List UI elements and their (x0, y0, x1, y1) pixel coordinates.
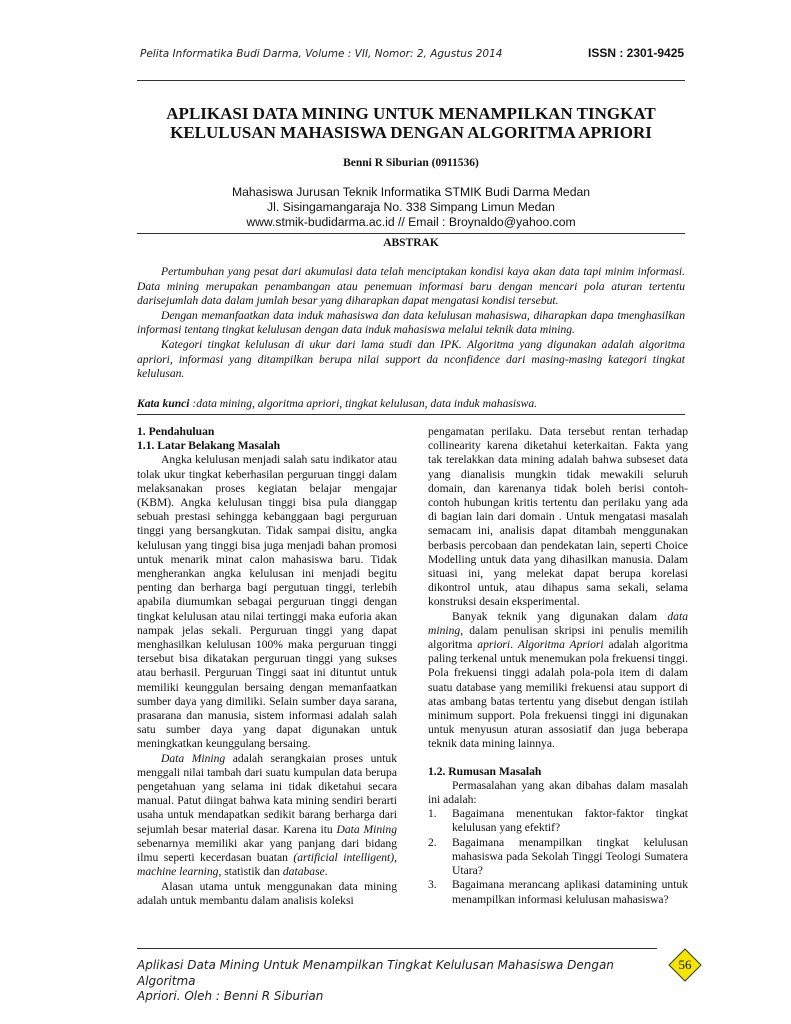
affiliation-line-1: Mahasiswa Jurusan Teknik Informatika STMIK Budi Darma Medan (231, 185, 591, 199)
list-text: Bagaimana merancang aplikasi datamining untuk menampilkan informasi kelulusan mahasiswa? (452, 878, 688, 906)
keywords (137, 397, 685, 410)
paragraph: Permasalahan yang akan dibahas dalam masalah ini adalah: (428, 778, 688, 807)
list-item (428, 807, 688, 835)
list-number: 2. (428, 835, 437, 849)
list-text: Bagaimana menampilkan tingkat kelulusan mahasiswa pada Sekolah Tinggi Teologi Sumatera Utara? (452, 835, 688, 878)
list-text: Bagaimana menentukan faktor-faktor tingkat kelulusan yang efektif? (452, 807, 688, 835)
keywords-label: Kata kunci (137, 397, 190, 410)
text: adalah serangkaian proses untuk menggali nilai tambah dari suatu kumpulan data berupa pengetahuan yang selama ini tidak diketahui secara manual. Patut diingat bahwa kata mining sendiri berarti usaha untuk mendapatkan sedikit barang berharga dari sejumlah besar material dasar. Karena itu (137, 751, 397, 836)
paragraph (137, 752, 397, 880)
abstract-heading: ABSTRAK (383, 237, 439, 249)
abstract-paragraph-2: Dengan memanfaatkan data induk mahasiswa dan data kelulusan mahasiswa, diharapkan dapa tmenghasilkan informasi tentang tingkat kelulusan dengan data induk mahasiswa melalui teknik data mining. (137, 308, 685, 337)
section-heading-introduction: 1. Pendahuluan (137, 425, 215, 438)
paragraph: pengamatan perilaku. Data tersebut rentan terhadap collinearity karena diketahui keterkaitan. Fakta yang tak terelakkan data mining adalah bahwa subseset data yang dianalisis mungkin tidak mewakili seluruh domain, dan karenanya tidak boleh berisi contoh-contoh hubungan kritis tertentu dan perilaku yang ada di bagian lain dari domain . Untuk mengatasi masalah semacam ini, analisis dapat ditambah menggunakan berbasis percobaan dan pendekatan lain, seperti Choice Modelling untuk data yang dihasilkan manusia. Dalam situasi ini, yang melekat dapat berupa korelasi dikontrol untuk, atau dihapus sama sekali, selama konstruksi desain eksperimental. (428, 425, 688, 609)
page-number: 56 (678, 957, 692, 972)
affiliation-line-2: Jl. Sisingamangaraja No. 338 Simpang Limun Medan (267, 200, 555, 214)
emphasis: apriori (477, 638, 511, 652)
emphasis: (artificial intelligent), machine learning (137, 851, 397, 879)
list-item (428, 878, 688, 906)
list-item (428, 836, 688, 879)
text: . (324, 865, 328, 879)
text: . (510, 638, 518, 652)
footer-rule (137, 948, 657, 949)
title-line-2: KELULUSAN MAHASISWA DENGAN ALGORITMA APRIORI (170, 123, 652, 142)
author: Benni R Siburian (0911536) (343, 157, 479, 169)
abstract-paragraph-1: Pertumbuhan yang pesat dari akumulasi data telah menciptakan kondisi kaya akan data tapi minim informasi. Data mining merupakan penambangan atau penemuan informasi baru dengan mencari pola aturan tertentu darisejumlah data dalam jumlah besar yang diharapkan dapat mengatasi kondisi tersebut. (137, 265, 685, 308)
emphasis: database (282, 865, 325, 879)
paragraph: Angka kelulusan menjadi salah satu indikator atau tolak ukur tingkat keberhasilan perguruan tinggi dalam melaksanakan proses kegiatan belajar mengajar (KBM). Angka kelulusan tinggi bisa pula dianggap sebuah prestasi sehingga kebanggaan bagi perguruan tinggi yang bersangkutan. Tidak sampai disitu, angka kelulusan yang tinggi bisa juga menjadi bahan promosi untuk menarik minat calon mahasiswa baru. Tidak mengherankan angka kelulusan ini menjadi begitu penting dan berharga bagi pergutuan tinggi, terlebih apabila diumumkan sebagai perguruan tinggi dengan tingkat kelulusan atau nilai tertinggi maka euforia akan nampak jelas sekali. Perguruan tinggi yang dapat menghasilkan kelulusan 100% maka perguruan tinggi tersebut bisa dikatakan perguruan tinggi yang sukses atau berhasil. Perguruan Tinggi saat ini dituntut untuk memiliki keunggulan bersaing dengan memanfaatkan sumber daya yang dimiliki. Selain sumber daya sarana, prasarana dan manusia, sistem informasi adalah salah satu sumber daya yang dapat digunakan untuk meningkatkan keunggulang bersaing. (137, 453, 397, 751)
emphasis: data mining (428, 609, 688, 637)
issn-label: ISSN : 2301-9425 (588, 46, 685, 60)
footer-line-2: Apriori. Oleh : Benni R Siburian (137, 989, 324, 1003)
list-number: 3. (428, 878, 437, 892)
keywords-rule (137, 414, 685, 415)
keywords-text: :data mining, algoritma apriori, tingkat kelulusan, data induk mahasiswa. (192, 397, 538, 410)
text: , dalam penulisan skripsi ini penulis memilih algoritma (428, 623, 688, 652)
abstract-top-rule (137, 233, 685, 234)
title-line-1: APLIKASI DATA MINING UNTUK MENAMPILKAN TINGKAT (166, 104, 656, 123)
emphasis: Algoritma Apriori (517, 638, 604, 652)
affiliation-line-3: www.stmik-budidarma.ac.id // Email : Broynaldo@yahoo.com (246, 215, 576, 229)
list-number: 1. (428, 807, 437, 821)
text: , statistik dan (218, 865, 283, 879)
text: adalah algoritma paling terkenal untuk menemukan pola frekuensi tinggi. Pola frekuensi tinggi adalah pola-pola item di dalam suatu database yang memiliki frekuensi atau support di atas ambang batas tertentu yang disebut dengan istilah minimum support. Pola frekuensi tinggi ini digunakan untuk menyusun aturan assosiatif dan juga beberapa teknik data mining lainnya. (428, 638, 689, 751)
subsection-heading-problem: 1.2. Rumusan Masalah (428, 764, 542, 778)
abstract-paragraph-3: Kategori tingkat kelulusan di ukur dari lama studi dan IPK. Algoritma yang digunakan adalah algoritma apriori, informasi yang ditampilkan berupa nilai support da nconfidence dari masing-masing kategori tingkat kelulusan. (137, 337, 685, 381)
paper-title (137, 104, 685, 142)
text: Banyak teknik yang digunakan dalam (452, 609, 668, 623)
subsection-heading-background: 1.1. Latar Belakang Masalah (137, 439, 281, 453)
emphasis: Data Mining (161, 751, 226, 765)
paragraph (428, 610, 688, 752)
footer-citation (137, 958, 657, 1005)
spacer (428, 752, 688, 765)
left-column (137, 425, 397, 908)
right-column (428, 425, 688, 907)
paragraph: Alasan utama untuk menggunakan data mining adalah untuk membantu dalam analisis koleksi (137, 879, 397, 907)
journal-header: Pelita Informatika Budi Darma, Volume : VII, Nomor: 2, Agustus 2014 (140, 48, 503, 60)
emphasis: Data Mining (336, 822, 397, 836)
text: sebenarnya memiliki akar yang panjang dari bidang ilmu seperti kecerdasan buatan (137, 836, 397, 865)
affiliation (137, 185, 685, 230)
abstract-body (137, 265, 685, 382)
footer-line-1: Aplikasi Data Mining Untuk Menampilkan Tingkat Kelulusan Mahasiswa Dengan Algoritma (137, 958, 614, 988)
header-rule (137, 80, 685, 81)
